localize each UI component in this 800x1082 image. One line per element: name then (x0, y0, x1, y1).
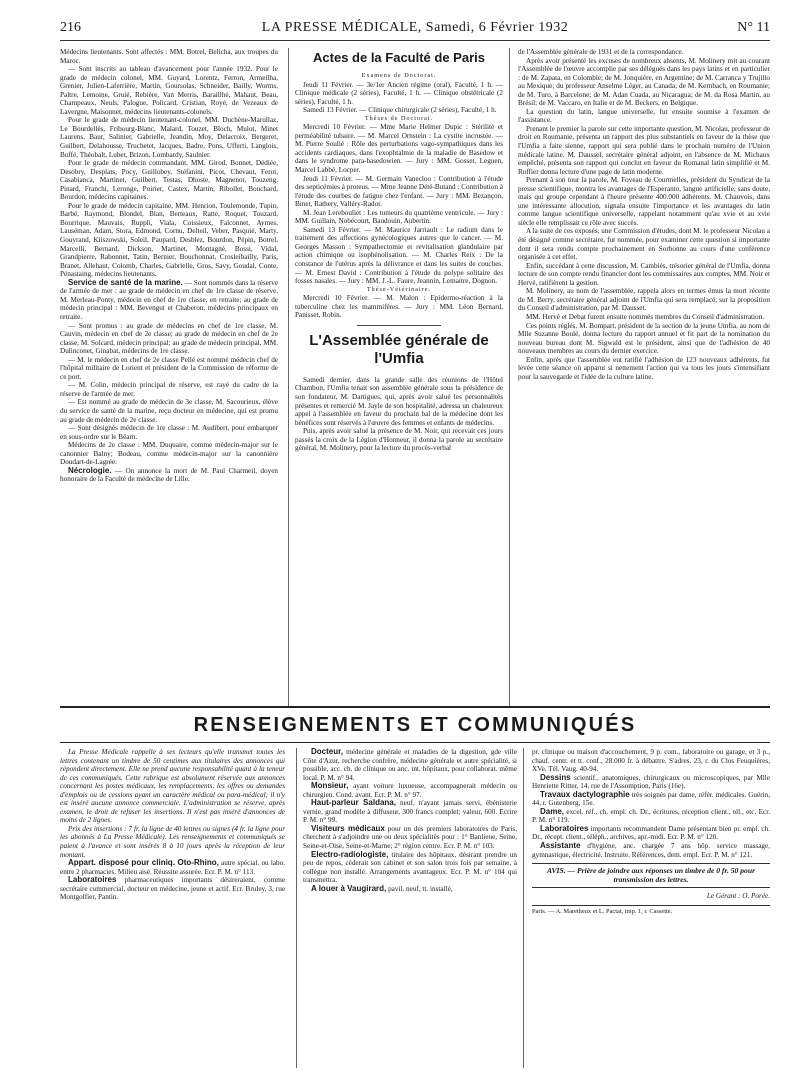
ad-text: neuf, n'ayant jamais servi, ébénisterie vernie, grand modèle à diffuseur, 300 francs complet; valeur, 600. Ecrire P. M. n° 99. (303, 799, 518, 825)
paragraph: — M. le médecin en chef de 2e classe Pellé est nommé médecin chef de l'hôpital militaire de Lorient et président de la Commission de réforme de ce port. (60, 355, 278, 381)
paragraph: — Sont promus : au grade de médecins en chef de 1re classe, M. Cauvin, médecin en chef de 2e classe; au grade de médecin en chef de 2e classe, M. Solcard, médecin principal; au grade de médecin principal, MM. Dulinconet, Ginabat, médecins de 1re classe. (60, 321, 278, 356)
paragraph: Prenant le premier la parole sur cette importante question, M. Nicolau, professeur de droit en Roumanie, présenta un rapport des plus substantiels en faveur de la thèse que l'Umfia a faite sienne, rapport qui sera publié dans le prochain numéro de l'Union médicale latine. M. Daussel, secrétaire général adjoint, en l'absence de M. Michaux empêché, présenta son rapport qui conclut en faveur du Romanal latin simplifié et M. Ruffier donna lecture d'une page de latin moderne. (518, 124, 770, 176)
notice-paragraph: La Presse Médicale rappelle à ses lecteurs qu'elle transmet toutes les lettres contenant un timbre de 50 centimes aux titulaires des annonces qui répondent directement. Elle ne prend aucune responsabilité quant à la teneur de ces communiqués. Cette rubrique est absolument réservée aux annonces concernant les postes médicaux, les remplacements, les offres ou demandes d'emplois ou de cessions ayant un caractère médical ou para-médical; il n'y est inséré aucune annonce commerciale. L'administration se réserve, après examen, le droit de refuser les insertions. Il n'est pas inséré d'annonces de moins de 2 lignes. (60, 748, 285, 825)
ad-lead: A louer à Vaugirard, (311, 883, 387, 893)
ad-lead: Dame, (540, 806, 565, 816)
umfia-section-title: L'Assemblée générale de l'Umfia (309, 331, 489, 367)
ad-lead: Appart. disposé pour cliniq. Oto-Rhino, (68, 858, 219, 868)
issue-number: N° 11 (737, 20, 770, 35)
theses-heading: Thèses de Doctorat. (364, 114, 434, 122)
classifieds-title: RENSEIGNEMENTS ET COMMUNIQUÉS (193, 714, 637, 736)
ad-text: très soignés par dame, référ. médicales. Guérin, 44, r. Gutenberg, 15e. (532, 790, 770, 808)
paragraph: Samedi dernier, dans la grande salle des réunions de l'Hôtel Chambon, l'Umfia tenait son assemblée générale sous la présidence de son fondateur, M. Dartigues, qui, après avoir salué les personnalités présentes et remercié M. Jayle de son hospitalité, adressa un chaleureux appel à l'assemblée en faveur du prochain bal de la médecine dont les bénéfices sont réservés à l'œuvre des femmes et enfants de médecins. (295, 375, 503, 427)
classified-ad (60, 859, 285, 876)
page-header (60, 18, 770, 41)
classified-ad (303, 748, 517, 782)
paragraph: Puis, après avoir salué la présence de M. Noir, qui recevait ces jours passés la croix de la Légion d'Honneur, il donna la parole au secrétaire général, M. Molinery, pour la lecture du procès-verbal (295, 427, 503, 453)
paragraph: MM. Hervé et Debat furent ensuite nommés membres du Conseil d'administration. (526, 312, 765, 321)
paragraph: Jeudi 11 Février. — M. Germain Vanecloo : Contribution à l'étude des septicémies à proteus. — Mme Jeanne Dété-Butand : Contribution à l'étude des courbes de fatigue chez l'enfant. — Jury : MM. Bezançon, Binet, Rathery, Valléry-Radot. (295, 174, 503, 209)
classified-ad (532, 825, 770, 842)
paragraph: La question du latin, langue universelle, fut ensuite soumise à l'examen de l'assistance. (518, 107, 770, 125)
paragraph: Samedi 13 Février. — M. Maurice Jarriault : Le radium dans le traitement des affections gynécologiques autres que le cancer. — M. Georges Masson : Sympathectomie et revitalisation glandulaire par action chimique ou isophénolisation. — M. Charles Reix : De la constance de l'utérus après la délivrance et dans les suites de couches. — M. Ernest David : Contribution à l'étude du polype solitaire des fosses nasales. — Jury : MM. J.-L. Faure, Jeannin, Lemaitre, Dognon. (295, 225, 503, 286)
ad-lead: Assistante (540, 841, 581, 851)
paragraph: Pour le grade de médecin commandant, MM. Girod, Bonnet, Dédiée, Desobry, Desplats, Pocy, Guillobey, Stéfanini, Picot, Chevaut, Ferot, Casabianca, Martinet, Guilbert, Testas, Dhoste, Magnenot, Touzeng, Pinard, Franchi, Leronge, Poirier, Castex, Martin, Ribollet, Bouchard, Bourdon, médecins capitaines. (60, 159, 278, 202)
classified-ad (532, 842, 770, 859)
column-faculty-acts (288, 48, 510, 708)
ad-lead: Laboratoires (540, 823, 589, 833)
ad-lead: Haut-parleur Saldana, (311, 798, 396, 808)
paragraph: Ces points réglés, M. Bompart, président de la section de la jeune Umfia, au nom de Mlle Suzanne Boulé, donna lecture du rapport annuel et fit part de la nomination du nouveau bureau dont M. Sigwald est le président, ainsi que de l'adhésion de 40 nouveaux membres au cours du dernier exercice. (518, 321, 770, 356)
ad-lead: Dessins (540, 772, 571, 782)
paragraph: — On annonce la mort de M. Paul Charmeil, doyen honoraire de la Faculté de médecine de Lille. (60, 466, 278, 484)
classified-ad (303, 825, 517, 851)
faculty-section-title: Actes de la Faculté de Paris (313, 50, 485, 65)
paragraph: M. Molinery, au nom de l'assemblée, rappela alors en termes émus la mort récente de M. Berry, secrétaire général adjoint de l'Umfia qui sera remplacé, sur la proposition du Conseil d'administration, par M. Dausset. (518, 287, 770, 313)
ad-text: ayant voiture luxueuse, accompagnerait médecin ou chirurgien. Cond. avant. Ecr. P. M. n° 97. (303, 782, 518, 799)
paragraph: Médecins de 2e classe : MM. Duquaire, comme médecin-major sur le canonnier Balny; Bodeau, comme médecin-major sur la canonnière Doudart-de-Lagrée. (60, 441, 278, 467)
ad-lead: Laboratoires (68, 875, 117, 885)
paragraph: — Sont nommés dans la réserve de l'armée de mer : au grade de médecin en chef de 1re classe de réserve, M. Merleau-Ponty, médecin en chef de 1re classe, en retraite; au grade de médecin principal : MM. Bevengut et Chaberon, médecins principaux en retraite. (60, 278, 278, 321)
paragraph: Médecins lieutenants. Sont affectés : MM. Botrel, Belicha, aux troupes du Maroc. (60, 48, 278, 65)
divider (357, 325, 440, 326)
classified-ad (532, 808, 770, 825)
paragraph: de l'Assemblée générale de 1931 et de la correspondance. (518, 48, 684, 56)
paragraph: A la suite de ces exposés, une Commission d'études, dont M. le professeur Nicolau a été désigné comme secrétaire, fut nommée, pour examiner cette question si importante dont il sera rendu compte prochainement en Sorbonne au cours d'une conférence organisée à cet effet. (518, 227, 770, 262)
classifieds-column-2 (296, 748, 524, 1068)
classifieds-column-3 (532, 748, 770, 1068)
column-umfia-continued (518, 48, 770, 688)
classified-ad (303, 885, 517, 894)
paragraph: Jeudi 11 Février. — 3e/1er Ancien régime (oral), Faculté, 1 h. — Clinique médicale (2 séries), Faculté, 1 h. — Clinique obstétricale (2 séries), Faculté, 1 h. (295, 80, 503, 106)
paragraph: Prenant à son tour la parole, M. Foveau de Courmelles, président du Syndicat de la presse scientifique, montra les avantages de l'Esperanto, langue artificielle, sans doute, mais qui groupe cependant à l'heure présente 400.000 adhérents. M. Chauvois, dans une intéressante allocution, signala ensuite l'importance et les avantages du latin comme langue scientifique universelle, rappelant notamment qu'au xvie et au xvie siècle elle remplissait ce rôle avec succès. (518, 176, 770, 227)
classified-ad (532, 791, 770, 808)
paragraph: Après avoir présenté les excuses de nombreux absents, M. Molinery mit au courant l'Assemblée de l'œuvre accomplie par ses délégués dans les pays latins et en particulier : de M. Zapata, en Colombie; de M. Jonquière, en Argentine; de M. Carranca y Trujillo au Mexique; du professeur Anselme Léger, au Canada; de M. Kernbach, en Roumanie; de M. Turo, à Barcelone; de M. Adan Cuada, au Nicaragua; de M. da Rosa Martin, au Brésil; de M. Vaccaro, en Italie et de M. Beckers, en Belgique. (518, 56, 770, 108)
exams-heading: Examens de Doctorat. (361, 72, 437, 79)
paragraph: Samedi 13 Février. — Clinique chirurgicale (2 séries), Faculté, 1 h. (303, 106, 497, 115)
classified-ad (303, 851, 517, 885)
ad-lead: Monsieur, (311, 781, 349, 791)
prices-paragraph: Prix des insertions : 7 fr. la ligne de 40 lettres ou signes (4 fr. la ligne pour les abonnés à La Presse Médicale). Les renseignements et communiqués se paient à l'avance et sont insérés 8 à 10 jours après la réception de leur montant. (60, 824, 285, 859)
ad-text: pour un des premiers laboratoires de Paris, cherchent à s'adjoindre une ou deux spécialités pour : 1° Banlieue, Seine, Seine-et-Oise, Seine-et-Marne; 2° région centre. Ecr. P. M. n° 103. (303, 824, 517, 851)
ad-text: autre spécial. ou labo. entre 2 pharmacies. Milieu aisé. Réussite assurée. Ecr. P. M. n° 113. (60, 859, 285, 876)
veterinary-heading: Thèse-Vétérinaire. (366, 285, 432, 293)
ad-text: médecine générale et maladies de la digestion, gde ville Côte d'Azur, recherche confrère, médecine générale et autre spécialité, si possible, acc. ch. de clinique ou anc. int. hôpitaux, pour collaborat. même local. P. M. n° 94. (303, 748, 517, 782)
ad-lead: Docteur, (311, 748, 344, 756)
paragraph: — M. Colin, médecin principal de réserve, est rayé du cadre de la réserve de l'armée de mer. (60, 381, 278, 398)
manager-signature: Le Gérant : O. Porée. (706, 892, 770, 901)
ad-text: pr. clinique ou maison d'accouchement, 9 p. com., laboratoire ou garage, et 3 p., chauf. centr. et tt. conf., 28.000 fr. à débattre. S'adres. 23, r. du Clos Feuquières, XVe. Tél. Vaug. 40-94. (532, 748, 770, 774)
paragraph: M. Jean Lerebouliet : Les tumeurs du quatrième ventricule. — Jury : MM. Guillain, Nobécourt, Baudouin, Aubertin. (295, 208, 503, 226)
marine-section (60, 279, 278, 322)
column-military-news (60, 48, 278, 658)
paragraph: — Sont désignés médecin de 1re classe : M. Audibert, pour embarquer en sous-ordre sur le Béarn. (60, 424, 278, 441)
classifieds-column-1 (60, 748, 285, 1068)
classified-ad (303, 782, 517, 799)
ad-text: importants recommandent Dame présentant bien pr. empl. ch. Dr., récept. client., téléph., archives, apr.-midi. Ecr. P. M. n° 120. (532, 824, 770, 842)
ad-text: scientif., anatomiques, chirurgicaux ou microscopiques, par Mlle Henriette Ritter, 14, rue de l'Assomption, Paris (16e). (532, 773, 770, 791)
newspaper-page (60, 18, 770, 1068)
ad-lead: Visiteurs médicaux (311, 823, 385, 833)
ad-text: pavil. neuf, tt. installé, (388, 884, 453, 893)
classified-ad (532, 748, 770, 774)
classified-ad (60, 876, 285, 902)
ad-text: titulaire des hôpitaux, désirant prendre un peu de repos, céderait son cabinet et son salon trois fois par semaine, à collègue non installé. Arrangements avantageux. Ecr. P. M. n° 104 qui transmettra. (303, 850, 517, 885)
ad-lead: Travaux dactylographie (540, 789, 630, 799)
necrology-heading: Nécrologie. (68, 465, 112, 475)
classifieds-banner (60, 706, 770, 743)
ad-text: excel. réf., ch. empl. ch. Dr., écritures, réception client., tél., etc. Ecr. P. M. n° 119. (532, 807, 770, 825)
ad-lead: Electro-radiologiste, (311, 849, 389, 859)
printer-line: Paris. — A. Maretheux et L. Pactat, imp. 1, r. Cassette. (532, 905, 770, 917)
classified-ad (532, 774, 770, 791)
paragraph: Pour le grade de médecin lieutenant-colonel, MM. Duchène-Marullaz, Le Bourdellès, Fribourg-Blanc, Malard, Touzet, Bloch, Mulot, Minet Laurens, Baur, Salinier, Gabrielle, Jeandin, Moy, Delacroix, Bergeret, Guilbert, Delahousse, Truchetet, Jacques, Badre, Pons, Ufferti, Langlois, Buffé, Théobalt, Lubet, Brizon, Lombardy, Saulnier. (60, 116, 278, 159)
paragraph: — Sont inscrits au tableau d'avancement pour l'année 1932. Pour le grade de médecin colonel, MM. Guyard, Lorentz, Ferron, Armeilha, Grenier, Julien-Laferrière, Martin, Goursolas, Schneider, Bailly, Worms, Paltre, Lemoine, Gruié, Rebière, Van Merris, Baraillhé, Mahaut, Beau, Champeaux, Neuls, Palogue, Policard, Cristian, Royé, de Vezeaux de Lavergne, Maisonnet, médecins lieutenants-colonels. (60, 65, 278, 116)
journal-title: LA PRESSE MÉDICALE, Samedi, 6 Février 1932 (261, 20, 569, 35)
classified-ad (303, 799, 517, 825)
page-number: 216 (60, 20, 81, 35)
paragraph: — Est nommé au grade de médecin de 3e classe, M. Sacourieux, élève du service de santé de la marine, reçu docteur en médecine, qui est promu au grade de médecin de 2e classe. (60, 398, 278, 424)
paragraph: Mercredi 10 Février. — M. Malon : Epidermo-réaction à la tuberculine chez les mammifères. — Jury : MM. Léon Bernard, Panisset, Robin. (295, 294, 503, 320)
paragraph: Pour le grade de médecin capitaine, MM. Henrion, Toulemonde, Tupin, Barbé, Raymond, Blondel, Blan, Berteaux, Ratte, Roquet, Touzard, Bourrique, Mauvais, Ruppli, Viala, Coissieux, Falconnet, Aymes, Lauséman, Adam, Stora, Edmond, Cornu, Delteil, Veber, Pasquié, Marty, Gouyrand, Kliszowski, Soleil, Paupard, Desblez, Bourdon, Pépin, Botrel, Marcelli, Bernard, Dickson, Martinet, Montagné, Bossi, Vidal, Grandpierre, Rabonnet, Tatin, Bernier, Bouchonnat, Crosleibailly, Paris, Branet, Allehaut, Colomb, Charles, Gabrielle, Gros, Savy, Goudal, Conte, Pénastaing, médecins lieutenants. (60, 201, 278, 279)
necrology-section (60, 467, 278, 484)
paragraph: Enfin, après que l'assemblée eut ratifié l'adhésion de 123 nouveaux adhérents, fut levée cette séance où apparut si nettement l'action qui va tous les jours s'intensifiant pour la sauvegarde et l'idée de la culture latine. (518, 355, 770, 381)
avis-box: AVIS. — Prière de joindre aux réponses un timbre de 0 fr. 50 pour transmission des lettres. (532, 863, 770, 888)
paragraph: Mercredi 10 Février. — Mme Marie Helmer Dupic : Stérilité et perméabilité tubaire. — M. Marcel Ornstein : La cystite incrustée. — M. Pierre Soulié : Rôle des perturbations vago-sympathiques dans les accidents cardiaques, dans l'exophtalmie de la maladie de Basedow et dans le syndrome para-basedowien. — Jury : MM. Gosset, Leguen, Marcel Labbé, Locper. (295, 123, 503, 175)
ad-text: pharmaceutiques importants désireraient, comme secrétaire commercial, docteur en médecine, jeune et actif. Ecr. Bruley, 3, rue Montgolfier, Pantin. (60, 876, 285, 902)
ad-text: d'hygiène, anc. chargée 7 ans hôp. service massage, gymnastique, électricité. Instruite. Références, dem. empl. Ecr. P. M. n° 121. (532, 842, 770, 859)
marine-heading: Service de santé de la marine. (68, 277, 183, 287)
paragraph: Enfin, succédant à cette discussion, M. Cambiès, trésorier général de l'Umfia, donna lecture de son compte rendu financier dont les commissaires aux comptes, MM. Noir et Hervé, ratifièrent la gestion. (518, 261, 770, 287)
